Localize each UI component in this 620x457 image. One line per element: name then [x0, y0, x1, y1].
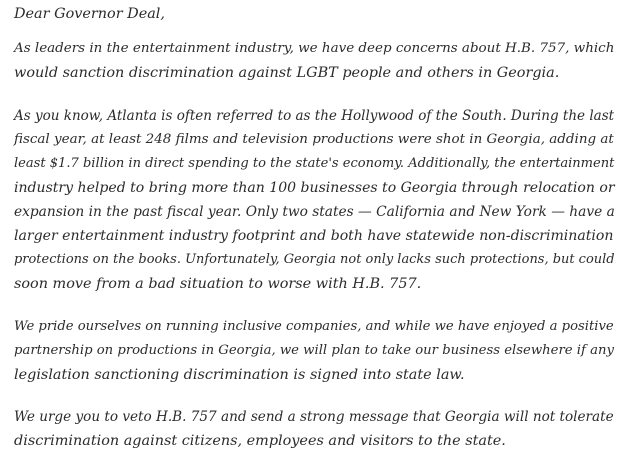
paragraph-line: least $1.7 billion in direct spending to the state's economy. Additionally, the entertainment: [14, 156, 615, 171]
paragraph-line: larger entertainment industry footprint and both have statewide non-discrimination: [14, 228, 614, 244]
paragraph-line: industry helped to bring more than 100 businesses to Georgia through relocation or: [14, 180, 615, 196]
paragraph-line: discrimination against citizens, employees and visitors to the state.: [14, 433, 506, 449]
paragraph-line: expansion in the past fiscal year. Only two states — California and New York — have a: [14, 204, 615, 220]
paragraph-line: We pride ourselves on running inclusive companies, and while we have enjoyed a positive: [14, 319, 614, 334]
paragraph-line: protections on the books. Unfortunately, Georgia not only lacks such protections, but could: [14, 252, 615, 267]
paragraph-line: partnership on productions in Georgia, we will plan to take our business elsewhere if any: [14, 343, 614, 358]
salutation: Dear Governor Deal,: [14, 6, 165, 22]
paragraph-line: We urge you to veto H.B. 757 and send a strong message that Georgia will not tolerate: [14, 409, 614, 425]
paragraph-line: would sanction discrimination against LGBT people and others in Georgia.: [14, 65, 560, 81]
paragraph-line: soon move from a bad situation to worse with H.B. 757.: [14, 276, 422, 292]
paragraph-line: legislation sanctioning discrimination is signed into state law.: [14, 367, 465, 383]
paragraph-line: fiscal year, at least 248 films and television productions were shot in Georgia, adding at: [14, 132, 614, 147]
paragraph-line: As you know, Atlanta is often referred to as the Hollywood of the South. During the last: [14, 108, 615, 124]
paragraph-line: As leaders in the entertainment industry, we have deep concerns about H.B. 757, which: [14, 41, 615, 56]
